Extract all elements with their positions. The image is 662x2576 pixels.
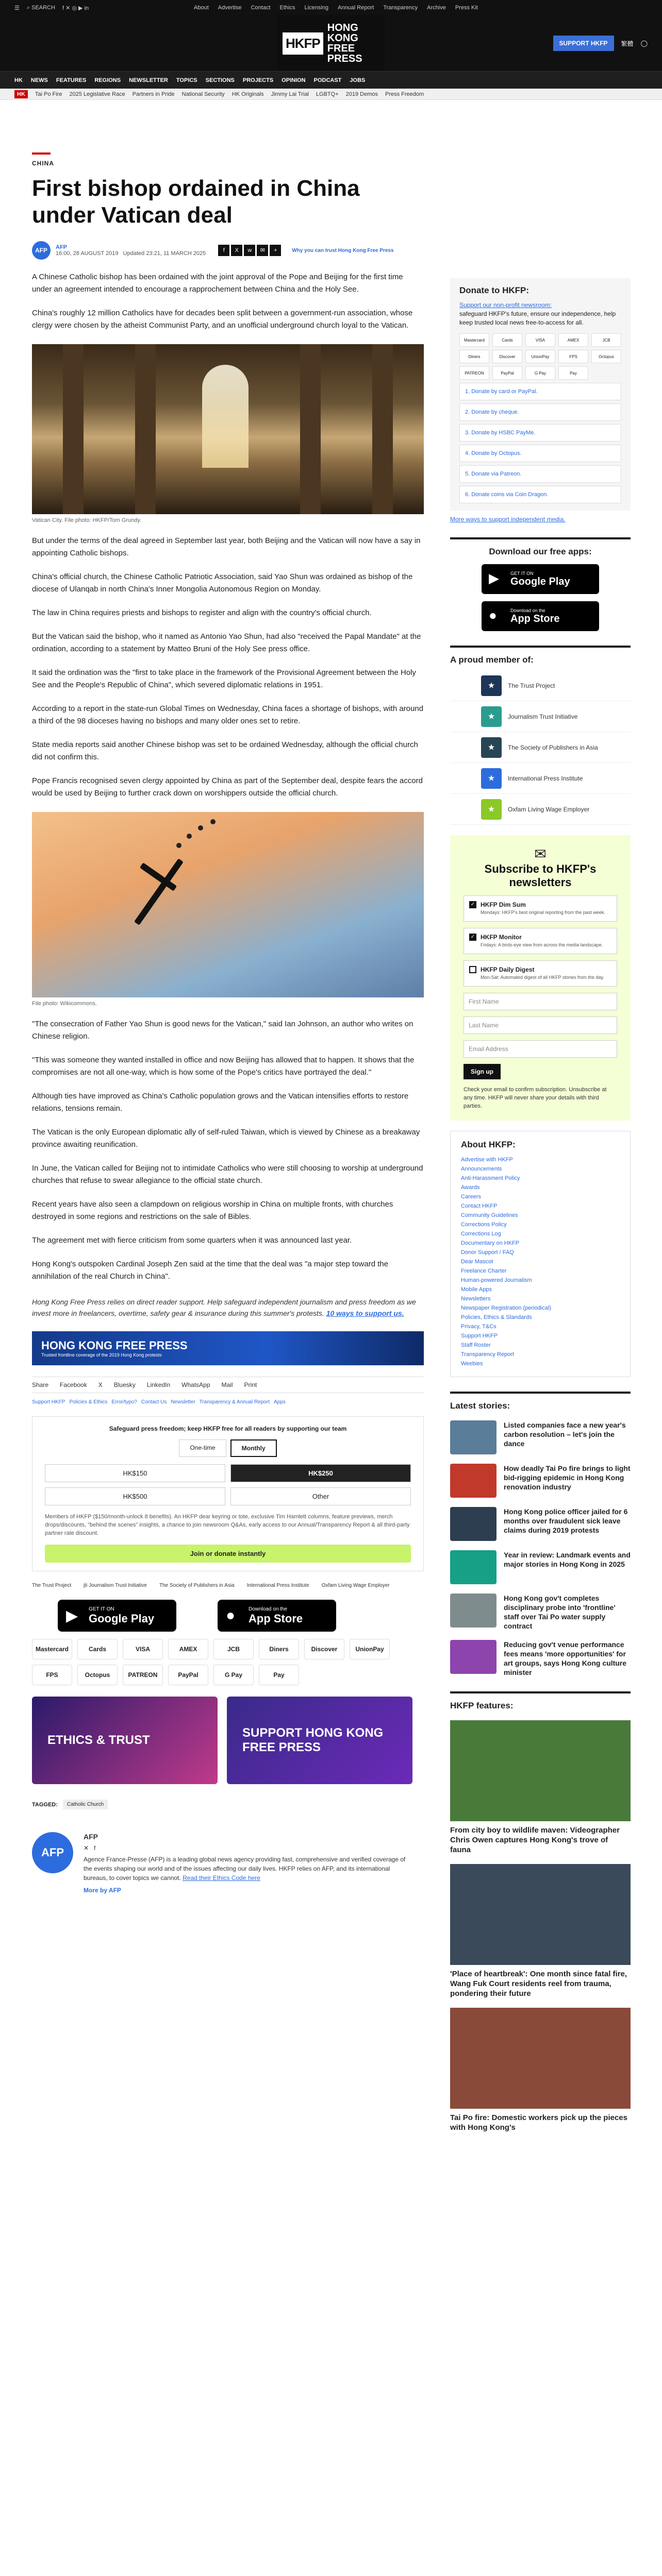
about-title: About HKFP:: [461, 1140, 516, 1149]
payment-logo: Discover: [304, 1639, 344, 1659]
support-promo[interactable]: SUPPORT HONG KONG FREE PRESS: [227, 1697, 412, 1784]
sidebar-donate-text: safeguard HKFP's future, ensure our independence, help keep trusted local news free-to-access for all.: [459, 310, 616, 326]
photo-column: [300, 344, 321, 514]
share-link[interactable]: Facebook: [60, 1381, 87, 1388]
payment-logo: Pay: [259, 1665, 299, 1685]
top-link[interactable]: Annual Report: [337, 5, 374, 11]
author-avatar[interactable]: AFP: [32, 241, 51, 260]
trending-item[interactable]: HK Originals: [231, 91, 264, 97]
trending-item[interactable]: National Security: [181, 91, 225, 97]
author-box: [32, 1832, 424, 1895]
nav-item[interactable]: NEWS: [30, 77, 48, 83]
article-body-c: [32, 1018, 424, 1283]
google-play-button[interactable]: ▶ GET IT ON Google Play: [58, 1600, 176, 1632]
payment-logo: JCB: [213, 1639, 254, 1659]
photo-column: [372, 344, 393, 514]
member-item[interactable]: [450, 732, 631, 763]
member-logo: ★: [481, 706, 502, 727]
published-date: 16:00, 28 AUGUST 2019: [56, 250, 119, 257]
feature-title: 'Place of heartbreak': One month since fatal fire, Wang Fuk Court residents reel from trauma, pondering their future: [450, 1970, 627, 1998]
payment-logo: AMEX: [558, 333, 588, 347]
member-item[interactable]: [450, 670, 631, 701]
article-paragraph: But under the terms of the deal agreed in September last year, both Beijing and the Vatican will now have a say in appointing Catholic bishops.: [32, 536, 421, 557]
social-icons[interactable]: f ✕ ◎ ▶ in: [62, 5, 89, 11]
trending-item[interactable]: 2019 Demos: [345, 91, 378, 97]
about-link[interactable]: Newspaper Registration (periodical): [461, 1305, 551, 1311]
features-title: HKFP features:: [450, 1701, 514, 1710]
bead: [187, 834, 192, 839]
about-link[interactable]: Corrections Log: [461, 1231, 501, 1237]
apple-icon: ●: [226, 1607, 236, 1624]
rosary-photo: [32, 812, 424, 997]
top-utility-bar: [0, 0, 662, 15]
trending-item[interactable]: Press Freedom: [385, 91, 424, 97]
footer-link[interactable]: Support HKFP: [32, 1399, 65, 1405]
footer-link[interactable]: Error/typo?: [111, 1399, 137, 1405]
main-nav: [0, 71, 662, 89]
about-link[interactable]: Contact HKFP: [461, 1203, 498, 1209]
nav-item[interactable]: TOPICS: [176, 77, 197, 83]
trending-item[interactable]: Partners in Pride: [132, 91, 175, 97]
payment-logo: Diners: [459, 350, 489, 363]
share-row: [32, 1377, 424, 1393]
payment-logo: Octopus: [591, 350, 621, 363]
member-name: Oxfam Living Wage Employer: [508, 805, 590, 813]
one-time-tab[interactable]: One-time: [179, 1439, 226, 1457]
search-icon: ⌕: [26, 4, 30, 11]
payment-logo: Mastercard: [459, 333, 489, 347]
payment-logo: G Pay: [525, 366, 555, 380]
nav-item[interactable]: HK: [14, 77, 23, 83]
payment-logo: AMEX: [168, 1639, 208, 1659]
donate-option[interactable]: 2. Donate by cheque.: [459, 403, 621, 421]
payment-logo: Mastercard: [32, 1639, 72, 1659]
author-social-icons[interactable]: ✕ f: [84, 1844, 96, 1852]
apple-icon: ●: [489, 607, 497, 623]
payment-logo: Discover: [492, 350, 522, 363]
about-link[interactable]: Support HKFP: [461, 1333, 498, 1339]
feature-image: [450, 2008, 631, 2109]
author-box-name[interactable]: AFP: [84, 1833, 98, 1841]
payment-logo: FPS: [558, 350, 588, 363]
about-link[interactable]: Privacy, T&Cs: [461, 1324, 496, 1330]
feature-story[interactable]: [450, 2008, 631, 2132]
newsletter-name: HKFP Daily Digest: [481, 966, 535, 973]
nav-item[interactable]: REGIONS: [94, 77, 121, 83]
payment-logo: UnionPay: [350, 1639, 390, 1659]
monthly-tab[interactable]: Monthly: [230, 1439, 277, 1457]
donate-option[interactable]: 1. Donate by card or PayPal.: [459, 383, 621, 400]
play-icon: ▶: [489, 570, 499, 586]
latest-story[interactable]: [450, 1507, 631, 1541]
trending-items: [35, 91, 424, 97]
member-name: International Press Institute: [508, 774, 583, 782]
donate-option[interactable]: 5. Donate via Patreon.: [459, 465, 621, 483]
article-paragraph: China's official church, the Chinese Catholic Patriotic Association, said Yao Shun was ordained as bishop of the diocese of Ulanqab in north China's Inner Mongolia Autonomous Region on Monday.: [32, 572, 413, 594]
partner-logo[interactable]: International Press Institute: [246, 1583, 309, 1588]
about-link[interactable]: Newsletters: [461, 1296, 491, 1302]
banner-sub: Trusted frontline coverage of the 2019 Hong Kong protests: [41, 1352, 162, 1358]
ethics-promo[interactable]: ETHICS & TRUST: [32, 1697, 218, 1784]
sidebar-apps-title: Download our free apps:: [489, 547, 592, 556]
byline: [32, 241, 424, 260]
photo-column: [135, 344, 156, 514]
payment-logo: G Pay: [213, 1665, 254, 1685]
article-main: [32, 124, 424, 1895]
donate-options: [459, 383, 621, 503]
nav-item[interactable]: PROJECTS: [242, 77, 274, 83]
logo-line1: HONG KONG: [327, 22, 358, 44]
photo-column: [63, 344, 84, 514]
site-header: [0, 15, 662, 71]
member-item[interactable]: [450, 701, 631, 732]
nav-item[interactable]: OPINION: [282, 77, 306, 83]
newsletter-checkbox[interactable]: ✓: [469, 901, 476, 908]
nav-item[interactable]: JOBS: [350, 77, 366, 83]
top-link[interactable]: About: [194, 5, 209, 11]
donate-option[interactable]: 4. Donate by Octopus.: [459, 445, 621, 462]
author-name[interactable]: AFP: [56, 244, 67, 250]
logo-box: HKFP: [283, 32, 323, 55]
member-name: The Society of Publishers in Asia: [508, 743, 598, 751]
bead: [176, 843, 181, 848]
footer-link[interactable]: Newsletter: [171, 1399, 195, 1405]
payment-logo: Pay: [558, 366, 588, 380]
member-logo: ★: [481, 799, 502, 820]
newsletter-note: Check your email to confirm subscription. Unsubscribe at any time. HKFP will never share your details with third parties.: [464, 1087, 607, 1109]
newsletter-desc: Mon-Sat: Automated digest of all HKFP stories from the day.: [481, 975, 604, 980]
about-link[interactable]: Policies, Ethics & Standards: [461, 1314, 532, 1320]
newsletter-signup: [450, 835, 631, 1121]
article-paragraph: But the Vatican said the bishop, who it named as Antonio Yao Shun, had also "received the Papal Mandate" at the ordination, according to a statement by Matteo Bruni of the Holy See press office.: [32, 632, 421, 653]
logo-line2: FREE PRESS: [327, 43, 362, 64]
trending-label: HK: [14, 90, 28, 98]
latest-story[interactable]: [450, 1640, 631, 1677]
support-note: Hong Kong Free Press relies on direct reader support. Help safeguard independent journalism and press freedom as we invest more in freelancers, overtime, safety gear & insurance during this summer's protests. 10 ways to support us.: [32, 1298, 416, 1317]
newsletter-name: HKFP Dim Sum: [481, 901, 526, 908]
amount-option[interactable]: Other: [230, 1487, 411, 1505]
payment-logo: PATREON: [459, 366, 489, 380]
payment-logo: FPS: [32, 1665, 72, 1685]
payment-logo: PayPal: [168, 1665, 208, 1685]
top-link[interactable]: Transparency: [383, 5, 418, 11]
donate-widget: [32, 1416, 424, 1571]
newsletter-checkbox[interactable]: ✓: [469, 934, 476, 941]
more-share-icon[interactable]: +: [270, 245, 281, 256]
search-link[interactable]: ⌕ SEARCH: [26, 4, 55, 11]
article-paragraph: In June, the Vatican called for Beijing not to intimidate Catholics who were still choosing to worship at underground churches that refuse to swear allegiance to the official state church.: [32, 1164, 423, 1185]
why-trust-link[interactable]: Why you can trust Hong Kong Free Press: [292, 247, 394, 253]
footer-link[interactable]: Transparency & Annual Report: [199, 1399, 270, 1405]
tag-chip[interactable]: Catholic Church: [63, 1800, 108, 1809]
article-paragraph: Although ties have improved as China's Catholic population grows and the Vatican intensifies efforts to restore relations, tensions remain.: [32, 1092, 409, 1113]
trending-item[interactable]: Tai Po Fire: [35, 91, 62, 97]
payment-logo: Cards: [77, 1639, 118, 1659]
trending-item[interactable]: LGBTQ+: [316, 91, 339, 97]
bead: [198, 825, 203, 831]
payment-methods: [32, 1639, 393, 1685]
newsletter-name: HKFP Monitor: [481, 934, 522, 941]
article-paragraph: The agreement met with fierce criticism from some quarters when it was announced last year.: [32, 1236, 352, 1245]
join-button[interactable]: Join or donate instantly: [45, 1545, 411, 1563]
user-icon[interactable]: ◯: [640, 40, 648, 47]
sidebar-members-title: A proud member of:: [450, 655, 534, 665]
article-paragraph: The Vatican is the only European diplomatic ally of self-ruled Taiwan, which is viewed by Chinese as a breakaway province awaiting reunification.: [32, 1128, 420, 1149]
latest-story[interactable]: [450, 1420, 631, 1454]
hkfp-banner[interactable]: [32, 1331, 424, 1365]
about-link[interactable]: Human-powered Journalism: [461, 1277, 532, 1283]
photo-window: [202, 365, 249, 468]
play-icon: ▶: [66, 1607, 78, 1624]
article-category[interactable]: CHINA: [32, 160, 54, 167]
banner-title: HONG KONG FREE PRESS: [41, 1339, 188, 1352]
article-paragraph: It said the ordination was the "first to take place in the framework of the Provisional Agreement between the Holy See and the People's Republic of China", which severed diplomatic relations in 1951.: [32, 668, 416, 689]
story-thumbnail: [450, 1594, 496, 1628]
about-link[interactable]: Staff Roster: [461, 1342, 491, 1348]
story-title: Hong Kong police officer jailed for 6 months over fraudulent sick leave claims during 2019 protests: [504, 1507, 628, 1534]
article-paragraph: "The consecration of Father Yao Shun is good news for the Vatican," said Ian Johnson, an author who writes on Chinese religion.: [32, 1020, 413, 1041]
newsletter-option[interactable]: [464, 895, 617, 922]
story-title: How deadly Tai Po fire brings to light bid-rigging epidemic in Hong Kong renovation industry: [504, 1464, 631, 1491]
partner-logo[interactable]: The Society of Publishers in Asia: [159, 1583, 235, 1588]
member-name: Journalism Trust Initiative: [508, 713, 578, 720]
article-paragraph: According to a report in the state-run Global Times on Wednesday, China faces a shortage of bishops, with around a third of the 98 dioceses having no bishops and many older ones set to retire.: [32, 704, 424, 725]
photo-caption: File photo: Wikicommons.: [32, 1001, 97, 1007]
amount-option[interactable]: HK$500: [45, 1487, 225, 1505]
member-item[interactable]: [450, 763, 631, 794]
newsletter-option[interactable]: [464, 960, 617, 987]
payment-logo: UnionPay: [525, 350, 555, 363]
email-field[interactable]: Email Address: [464, 1040, 617, 1058]
about-link[interactable]: Anti-Harassment Policy: [461, 1175, 520, 1181]
partner-logo[interactable]: Oxfam Living Wage Employer: [321, 1583, 390, 1588]
sidebar-donate-title: Donate to HKFP:: [459, 285, 529, 295]
payment-logo: JCB: [591, 333, 621, 347]
mail-icon: ✉: [534, 846, 547, 862]
signup-button[interactable]: Sign up: [464, 1064, 501, 1079]
support-button[interactable]: SUPPORT HKFP: [553, 36, 614, 51]
article-paragraph: State media reports said another Chinese bishop was set to be ordained Wednesday, although the official church did not confirm this.: [32, 740, 418, 761]
amount-option[interactable]: HK$150: [45, 1464, 225, 1482]
newsletter-checkbox[interactable]: [469, 966, 476, 973]
sidebar: [450, 278, 631, 2132]
amount-option[interactable]: HK$250: [230, 1464, 411, 1482]
email-share-icon[interactable]: ✉: [257, 245, 268, 256]
sidebar-donate: [450, 278, 631, 511]
about-link[interactable]: Freelance Charter: [461, 1268, 507, 1274]
member-logo: ★: [481, 737, 502, 758]
top-link[interactable]: Advertise: [218, 5, 242, 11]
article-paragraph: The law in China requires priests and bishops to register and align with the country's official church.: [32, 608, 372, 617]
share-link[interactable]: Mail: [221, 1381, 233, 1388]
top-link[interactable]: Press Kit: [455, 5, 478, 11]
member-name: The Trust Project: [508, 682, 555, 689]
story-title: Hong Kong gov't completes disciplinary probe into 'frontline' staff over Tai Po water supply contract: [504, 1594, 616, 1630]
footer-link[interactable]: Apps: [273, 1399, 286, 1405]
partner-logo[interactable]: The Trust Project: [32, 1583, 72, 1588]
donate-option[interactable]: 3. Donate by HSBC PayMe.: [459, 424, 621, 442]
latest-stories: [450, 1392, 631, 1677]
footer-links: [32, 1399, 424, 1405]
category-accent: [32, 152, 51, 155]
photo-caption: Vatican City. File photo: HKFP/Tom Grundy.: [32, 517, 142, 523]
nav-item[interactable]: FEATURES: [56, 77, 87, 83]
more-ways-link[interactable]: More ways to support independent media.: [450, 516, 566, 523]
share-link[interactable]: WhatsApp: [181, 1381, 210, 1388]
hkfp-features: [450, 1691, 631, 2132]
payment-logo: PayPal: [492, 366, 522, 380]
about-link[interactable]: Documentary on HKFP: [461, 1240, 520, 1246]
site-logo[interactable]: [277, 15, 385, 71]
share-link[interactable]: Share: [32, 1381, 49, 1388]
share-link[interactable]: X: [98, 1381, 103, 1388]
share-link[interactable]: Print: [244, 1381, 257, 1388]
top-links: [194, 5, 478, 11]
about-links: [461, 1155, 620, 1368]
story-thumbnail: [450, 1507, 496, 1541]
article-body-b: [32, 535, 424, 800]
story-title: Reducing gov't venue performance fees means 'more opportunities' for art groups, says Hong Kong culture minister: [504, 1640, 627, 1676]
language-switch[interactable]: 繁體: [621, 40, 634, 47]
nav-item[interactable]: SECTIONS: [205, 77, 235, 83]
article-paragraph: "This was someone they wanted installed in office and now Beijing has allowed that to happen. It shows that the compromises are not all one-way, which is how some of the Pope's critics have portrayed the deal.": [32, 1056, 415, 1077]
member-logo: ★: [481, 768, 502, 789]
donate-option[interactable]: 6. Donate coins via Coin Dragon.: [459, 486, 621, 503]
tags: [32, 1800, 424, 1809]
feature-title: From city boy to wildlife maven: Videographer Chris Owen captures Hong Kong's trove of fauna: [450, 1826, 620, 1854]
newsletter-desc: Mondays: HKFP's best original reporting from the past week.: [481, 910, 605, 915]
member-logo: ★: [481, 675, 502, 696]
newsletter-title: Subscribe to HKFP's newsletters: [484, 862, 597, 889]
share-link[interactable]: Bluesky: [113, 1381, 136, 1388]
bead: [210, 819, 216, 824]
top-link[interactable]: Ethics: [279, 5, 295, 11]
about-link[interactable]: Dear Mascot: [461, 1259, 493, 1265]
newsletter-desc: Fridays: A birds-eye view from across the media landscape.: [481, 942, 603, 947]
trending-item[interactable]: Jimmy Lai Trial: [271, 91, 309, 97]
story-thumbnail: [450, 1420, 496, 1454]
nav-item[interactable]: PODCAST: [313, 77, 342, 83]
payment-logo: Cards: [492, 333, 522, 347]
top-link[interactable]: Contact: [251, 5, 271, 11]
feature-title: Tai Po fire: Domestic workers pick up the pieces with Hong Kong's: [450, 2113, 627, 2132]
tags-label: TAGGED:: [32, 1801, 58, 1808]
article-title: First bishop ordained in China under Vatican deal: [32, 176, 360, 228]
article-paragraph: Pope Francis recognised seven clergy appointed by China as part of the September deal, despite fears the accord would be used by Beijing to further crack down on worshippers outside the official church.: [32, 776, 423, 798]
facebook-share-icon[interactable]: f: [218, 245, 229, 256]
article-body-a: [32, 271, 424, 332]
member-item[interactable]: [450, 794, 631, 825]
partner-logo[interactable]: jti Journalism Trust Initiative: [84, 1583, 147, 1588]
story-title: Year in review: Landmark events and major stories in Hong Kong in 2025: [504, 1551, 631, 1568]
sidebar-payment-logos: [459, 333, 621, 380]
donate-header: Safeguard press freedom; keep HKFP free for all readers by supporting our team: [109, 1425, 347, 1432]
story-thumbnail: [450, 1640, 496, 1674]
about-link[interactable]: Corrections Policy: [461, 1222, 507, 1228]
last-name-field[interactable]: Last Name: [464, 1016, 617, 1034]
feature-image: [450, 1864, 631, 1965]
author-box-avatar[interactable]: AFP: [32, 1832, 73, 1873]
nav-item[interactable]: NEWSLETTER: [129, 77, 168, 83]
top-link[interactable]: Archive: [427, 5, 446, 11]
footer-link[interactable]: Contact Us: [141, 1399, 167, 1405]
updated-date: Updated 23:21, 11 MARCH 2025: [123, 250, 206, 257]
sidebar-apps: [450, 537, 631, 631]
donate-note: Members of HKFP ($150/month-unlock 8 benefits). An HKFP dear keyring or tote, exclusive Tim Hamlett columns, feature previews, merch drops/discounts, "behind the scenes" insights, a chance to join newsroom Q&As, early access to our Annual/Transparency Report & all third-party partner rate discount.: [45, 1514, 410, 1536]
about-link[interactable]: Advertise with HKFP: [461, 1157, 513, 1163]
member-list: [450, 670, 631, 825]
more-by-author[interactable]: More by AFP: [84, 1887, 121, 1894]
article-paragraph: Recent years have also seen a clampdown on religious worship in China on multiple fronts, with churches destroyed in some regions and restrictions on the sale of Bibles.: [32, 1200, 393, 1221]
author-bio: Agence France-Presse (AFP) is a leading global news agency providing fast, comprehensive and verified coverage of the events shaping our world and of the issues affecting our daily lives. HKFP relies on AFP, and its international bureaus, to cover topics we cannot. Read their Ethics Code here: [84, 1856, 406, 1882]
first-name-field[interactable]: First Name: [464, 993, 617, 1010]
feature-story[interactable]: [450, 1864, 631, 1998]
sidebar-about: [450, 1131, 631, 1377]
story-title: Listed companies face a new year's carbon resolution – let's join the dance: [504, 1421, 626, 1448]
payment-logo: VISA: [123, 1639, 163, 1659]
ethics-code-link[interactable]: Read their Ethics Code here: [183, 1874, 260, 1882]
article-paragraph: China's roughly 12 million Catholics have for decades been split between a government-run association, whose clergy were chosen by the atheist Communist Party, and an unofficial underground church loyal to the Vatican.: [32, 309, 413, 330]
latest-title: Latest stories:: [450, 1401, 510, 1411]
newsletter-options: [464, 895, 617, 987]
sidebar-members: [450, 646, 631, 825]
story-thumbnail: [450, 1550, 496, 1584]
support-link[interactable]: 10 ways to support us.: [326, 1309, 404, 1317]
vatican-photo: [32, 344, 424, 514]
about-link[interactable]: Donor Support / FAQ: [461, 1249, 514, 1256]
about-link[interactable]: Community Guidelines: [461, 1212, 518, 1218]
partner-logos: [32, 1583, 424, 1588]
sidebar-app-store[interactable]: ● Download on the App Store: [482, 601, 599, 631]
payment-logo: PATREON: [123, 1665, 163, 1685]
trending-bar: [0, 89, 662, 100]
payment-logo: Diners: [259, 1639, 299, 1659]
latest-story[interactable]: [450, 1464, 631, 1498]
latest-story[interactable]: [450, 1594, 631, 1631]
article-paragraph: Hong Kong's outspoken Cardinal Joseph Zen said at the time that the deal was "a major step toward the annihilation of the real Church in China".: [32, 1260, 389, 1281]
sidebar-donate-link[interactable]: Support our non-profit newsroom:: [459, 301, 552, 309]
about-link[interactable]: Transparency Report: [461, 1351, 514, 1358]
feature-image: [450, 1720, 631, 1821]
about-link[interactable]: Announcements: [461, 1166, 502, 1172]
sidebar-google-play[interactable]: ▶ GET IT ON Google Play: [482, 564, 599, 594]
trending-item[interactable]: 2025 Legislative Race: [69, 91, 125, 97]
about-link[interactable]: Mobile Apps: [461, 1286, 492, 1293]
about-link[interactable]: Careers: [461, 1194, 482, 1200]
newsletter-option[interactable]: [464, 928, 617, 954]
article-paragraph: A Chinese Catholic bishop has been ordained with the joint approval of the Pope and Beijing for the first time under an agreement intended to encourage a rapprochement between China and the Holy See.: [32, 273, 403, 294]
top-link[interactable]: Licensing: [304, 5, 328, 11]
footer-link[interactable]: Policies & Ethics: [69, 1399, 108, 1405]
payment-logo: Octopus: [77, 1665, 118, 1685]
latest-story[interactable]: [450, 1550, 631, 1584]
about-link[interactable]: Weebies: [461, 1361, 483, 1367]
app-store-button[interactable]: ● Download on the App Store: [218, 1600, 336, 1632]
about-link[interactable]: Awards: [461, 1184, 480, 1191]
feature-story[interactable]: [450, 1720, 631, 1855]
x-share-icon[interactable]: X: [231, 245, 242, 256]
story-thumbnail: [450, 1464, 496, 1498]
share-link[interactable]: LinkedIn: [146, 1381, 171, 1388]
payment-logo: VISA: [525, 333, 555, 347]
menu-icon[interactable]: ☰: [14, 5, 20, 11]
whatsapp-share-icon[interactable]: w: [244, 245, 255, 256]
